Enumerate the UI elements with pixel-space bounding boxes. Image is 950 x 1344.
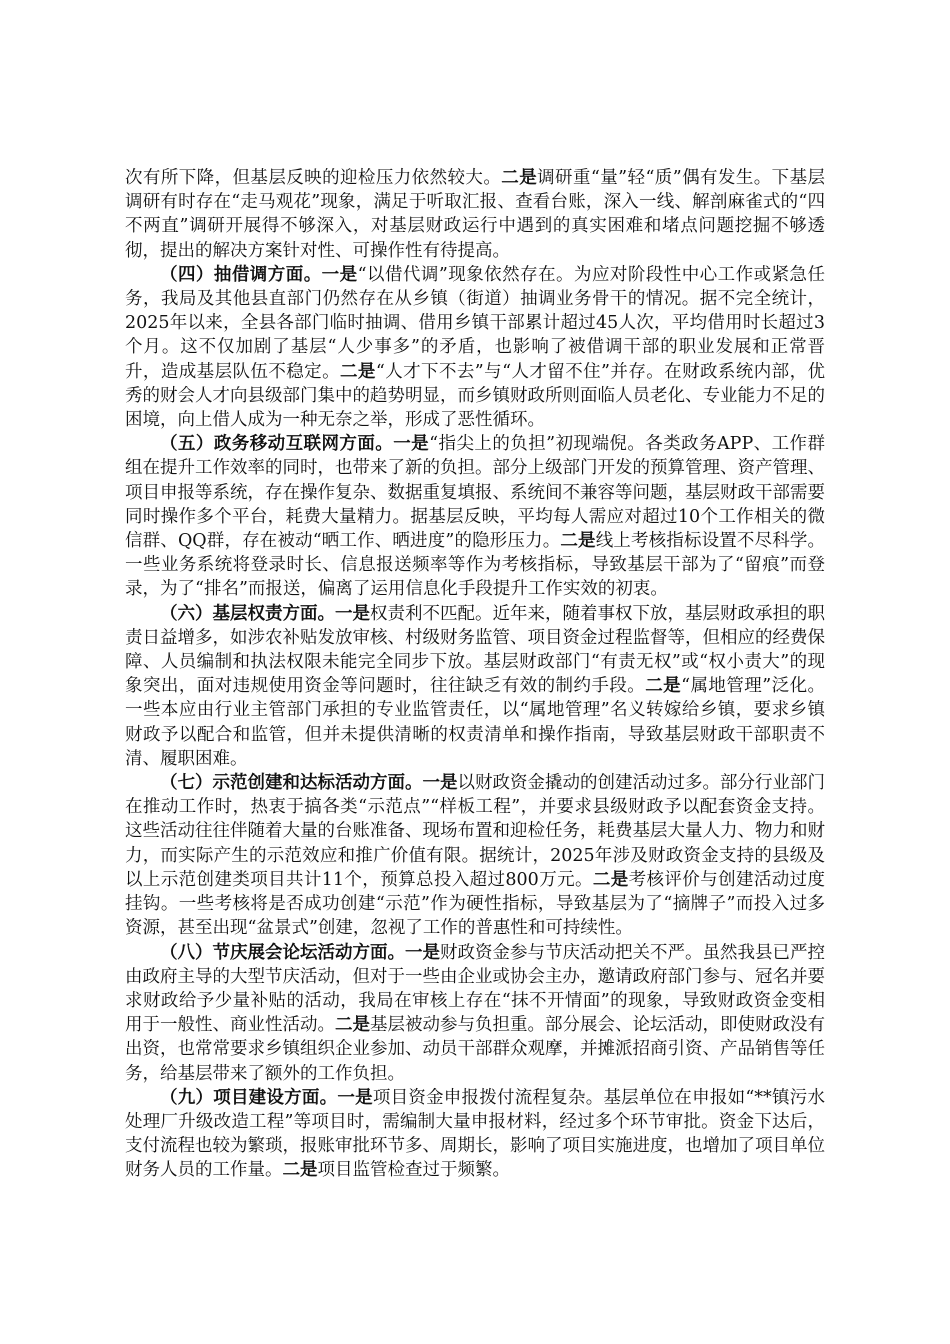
text-run: 项目监管检查过于频繁。 xyxy=(317,1160,510,1181)
text-run: 财政资金参与节庆活动把关不严。虽然我县已严控由政府主导的大型节庆活动，但对于一些由企业或协会主办，邀请政府部门参与、冠名并要求财政给予少量补贴的活动，我局在审核上存在“抹不开情面”的现象，导致财政资金变相用于一般性、商业性活动。 xyxy=(125,942,825,1036)
paragraph xyxy=(125,602,825,771)
paragraph xyxy=(125,771,825,940)
bold-text-run: 二是 xyxy=(501,168,538,188)
bold-text-run: （七）示范创建和达标活动方面。一是 xyxy=(160,773,458,794)
bold-text-run: 二是 xyxy=(560,531,596,552)
paragraph xyxy=(125,1086,825,1183)
text-run: 调研重“量”轻“质”偶有发生。下基层调研有时存在“走马观花”现象，满足于听取汇报、查看台账，深入一线、解剖麻雀式的“四不两直”调研开展得不够深入，对基层财政运行中遇到的真实困难和堵点问题挖掘不够透彻，提出的解决方案针对性、可操作性有待提高。 xyxy=(125,168,826,261)
bold-text-run: 二是 xyxy=(645,676,682,697)
paragraph xyxy=(125,941,825,1086)
bold-text-run: 二是 xyxy=(335,1015,370,1036)
text-run: 基层被动参与负担重。部分展会、论坛活动，即使财政没有出资，也常常要求乡镇组织企业参加、动员干部群众观摩，并摊派招商引资、产品销售等任务，给基层带来了额外的工作负担。 xyxy=(125,1015,825,1084)
text-run: 线上考核指标设置不尽科学。一些业务系统将登录时长、信息报送频率等作为考核指标，导致基层干部为了“留痕”而登录，为了“排名”而报送，偏离了运用信息化手段提升工作实效的初衷。 xyxy=(125,531,826,600)
paragraph xyxy=(125,166,825,263)
text-run: “以借代调”现象依然存在。为应对阶段性中心工作或紧急任务，我局及其他县直部门仍然存在从乡镇（街道）抽调业务骨干的情况。据不完全统计，2025年以来，全县各部门临时抽调、借用乡镇干部累计超过45人次，平均借用时长超过3个月。这不仅加剧了基层“人少事多”的矛盾，也影响了被借调干部的职业发展和正常晋升，造成基层队伍不稳定。 xyxy=(125,264,825,382)
bold-text-run: 二是 xyxy=(282,1160,318,1181)
bold-text-run: 二是 xyxy=(340,361,376,382)
bold-text-run: （九）项目建设方面。一是 xyxy=(160,1087,373,1108)
text-run: 次有所下降，但基层反映的迎检压力依然较大。 xyxy=(125,168,502,188)
text-run: 权责利不匹配。近年来，随着事权下放，基层财政承担的职责日益增多，如涉农补贴发放审核、村级财务监管、项目资金过程监督等，但相应的经费保障、人员编制和执法权限未能完全同步下放。基层财政部门“有责无权”或“权小责大”的现象突出，面对违规使用资金等问题时，往往缺乏有效的制约手段。 xyxy=(125,603,825,697)
bold-text-run: （八）节庆展会论坛活动方面。一是 xyxy=(160,942,440,963)
document-body xyxy=(125,166,825,1183)
paragraph xyxy=(125,263,825,432)
text-run: “指尖上的负担”初现端倪。各类政务APP、工作群组在提升工作效率的同时，也带来了新的负担。部分上级部门开发的预算管理、资产管理、项目申报等系统，存在操作复杂、数据重复填报、系统间不兼容等问题，基层财政干部需要同时操作多个平台，耗费大量精力。据基层反映，平均每人需应对超过10个工作相关的微信群、QQ群，存在被动“晒工作、晒进度”的隐形压力。 xyxy=(125,434,825,552)
text-run: 考核评价与创建活动过度挂钩。一些考核将是否成功创建“示范”作为硬性指标，导致基层为了“摘牌子”而投入过多资源，甚至出现“盆景式”创建，忽视了工作的普惠性和可持续性。 xyxy=(125,869,826,939)
bold-text-run: （六）基层权责方面。一是 xyxy=(160,603,370,624)
bold-text-run: （五）政务移动互联网方面。一是 xyxy=(160,434,430,455)
bold-text-run: （四）抽借调方面。一是 xyxy=(160,264,358,285)
text-run: “属地管理”泛化。一些本应由行业主管部门承担的专业监管责任，以“属地管理”名义转嫁给乡镇，要求乡镇财政予以配合和监管，但并未提供清晰的权责清单和操作指南，导致基层财政干部职责不清、履职困难。 xyxy=(125,676,826,769)
text-run: “人才下不去”与“人才留不住”并存。在财政系统内部，优秀的财会人才向县级部门集中的趋势明显，而乡镇财政所则面临人员老化、专业能力不足的困境，向上借人成为一种无奈之举，形成了恶性循环。 xyxy=(125,361,826,431)
bold-text-run: 二是 xyxy=(592,869,629,890)
text-run: 项目资金申报拨付流程复杂。基层单位在申报如“**镇污水处理厂升级改造工程”等项目时，需编制大量申报材料，经过多个环节审批。资金下达后，支付流程也较为繁琐，报账审批环节多、周期长，影响了项目实施进度，也增加了项目单位财务人员的工作量。 xyxy=(125,1087,826,1181)
text-run: 以财政资金撬动的创建活动过多。部分行业部门在推动工作时，热衷于搞各类“示范点”“样板工程”，并要求县级财政予以配套资金支持。这些活动往往伴随着大量的台账准备、现场布置和迎检任务，耗费基层大量人力、物力和财力，而实际产生的示范效应和推广价值有限。据统计，2025年涉及财政资金支持的县级及以上示范创建类项目共计11个，预算总投入超过800万元。 xyxy=(125,773,825,890)
paragraph xyxy=(125,432,825,601)
